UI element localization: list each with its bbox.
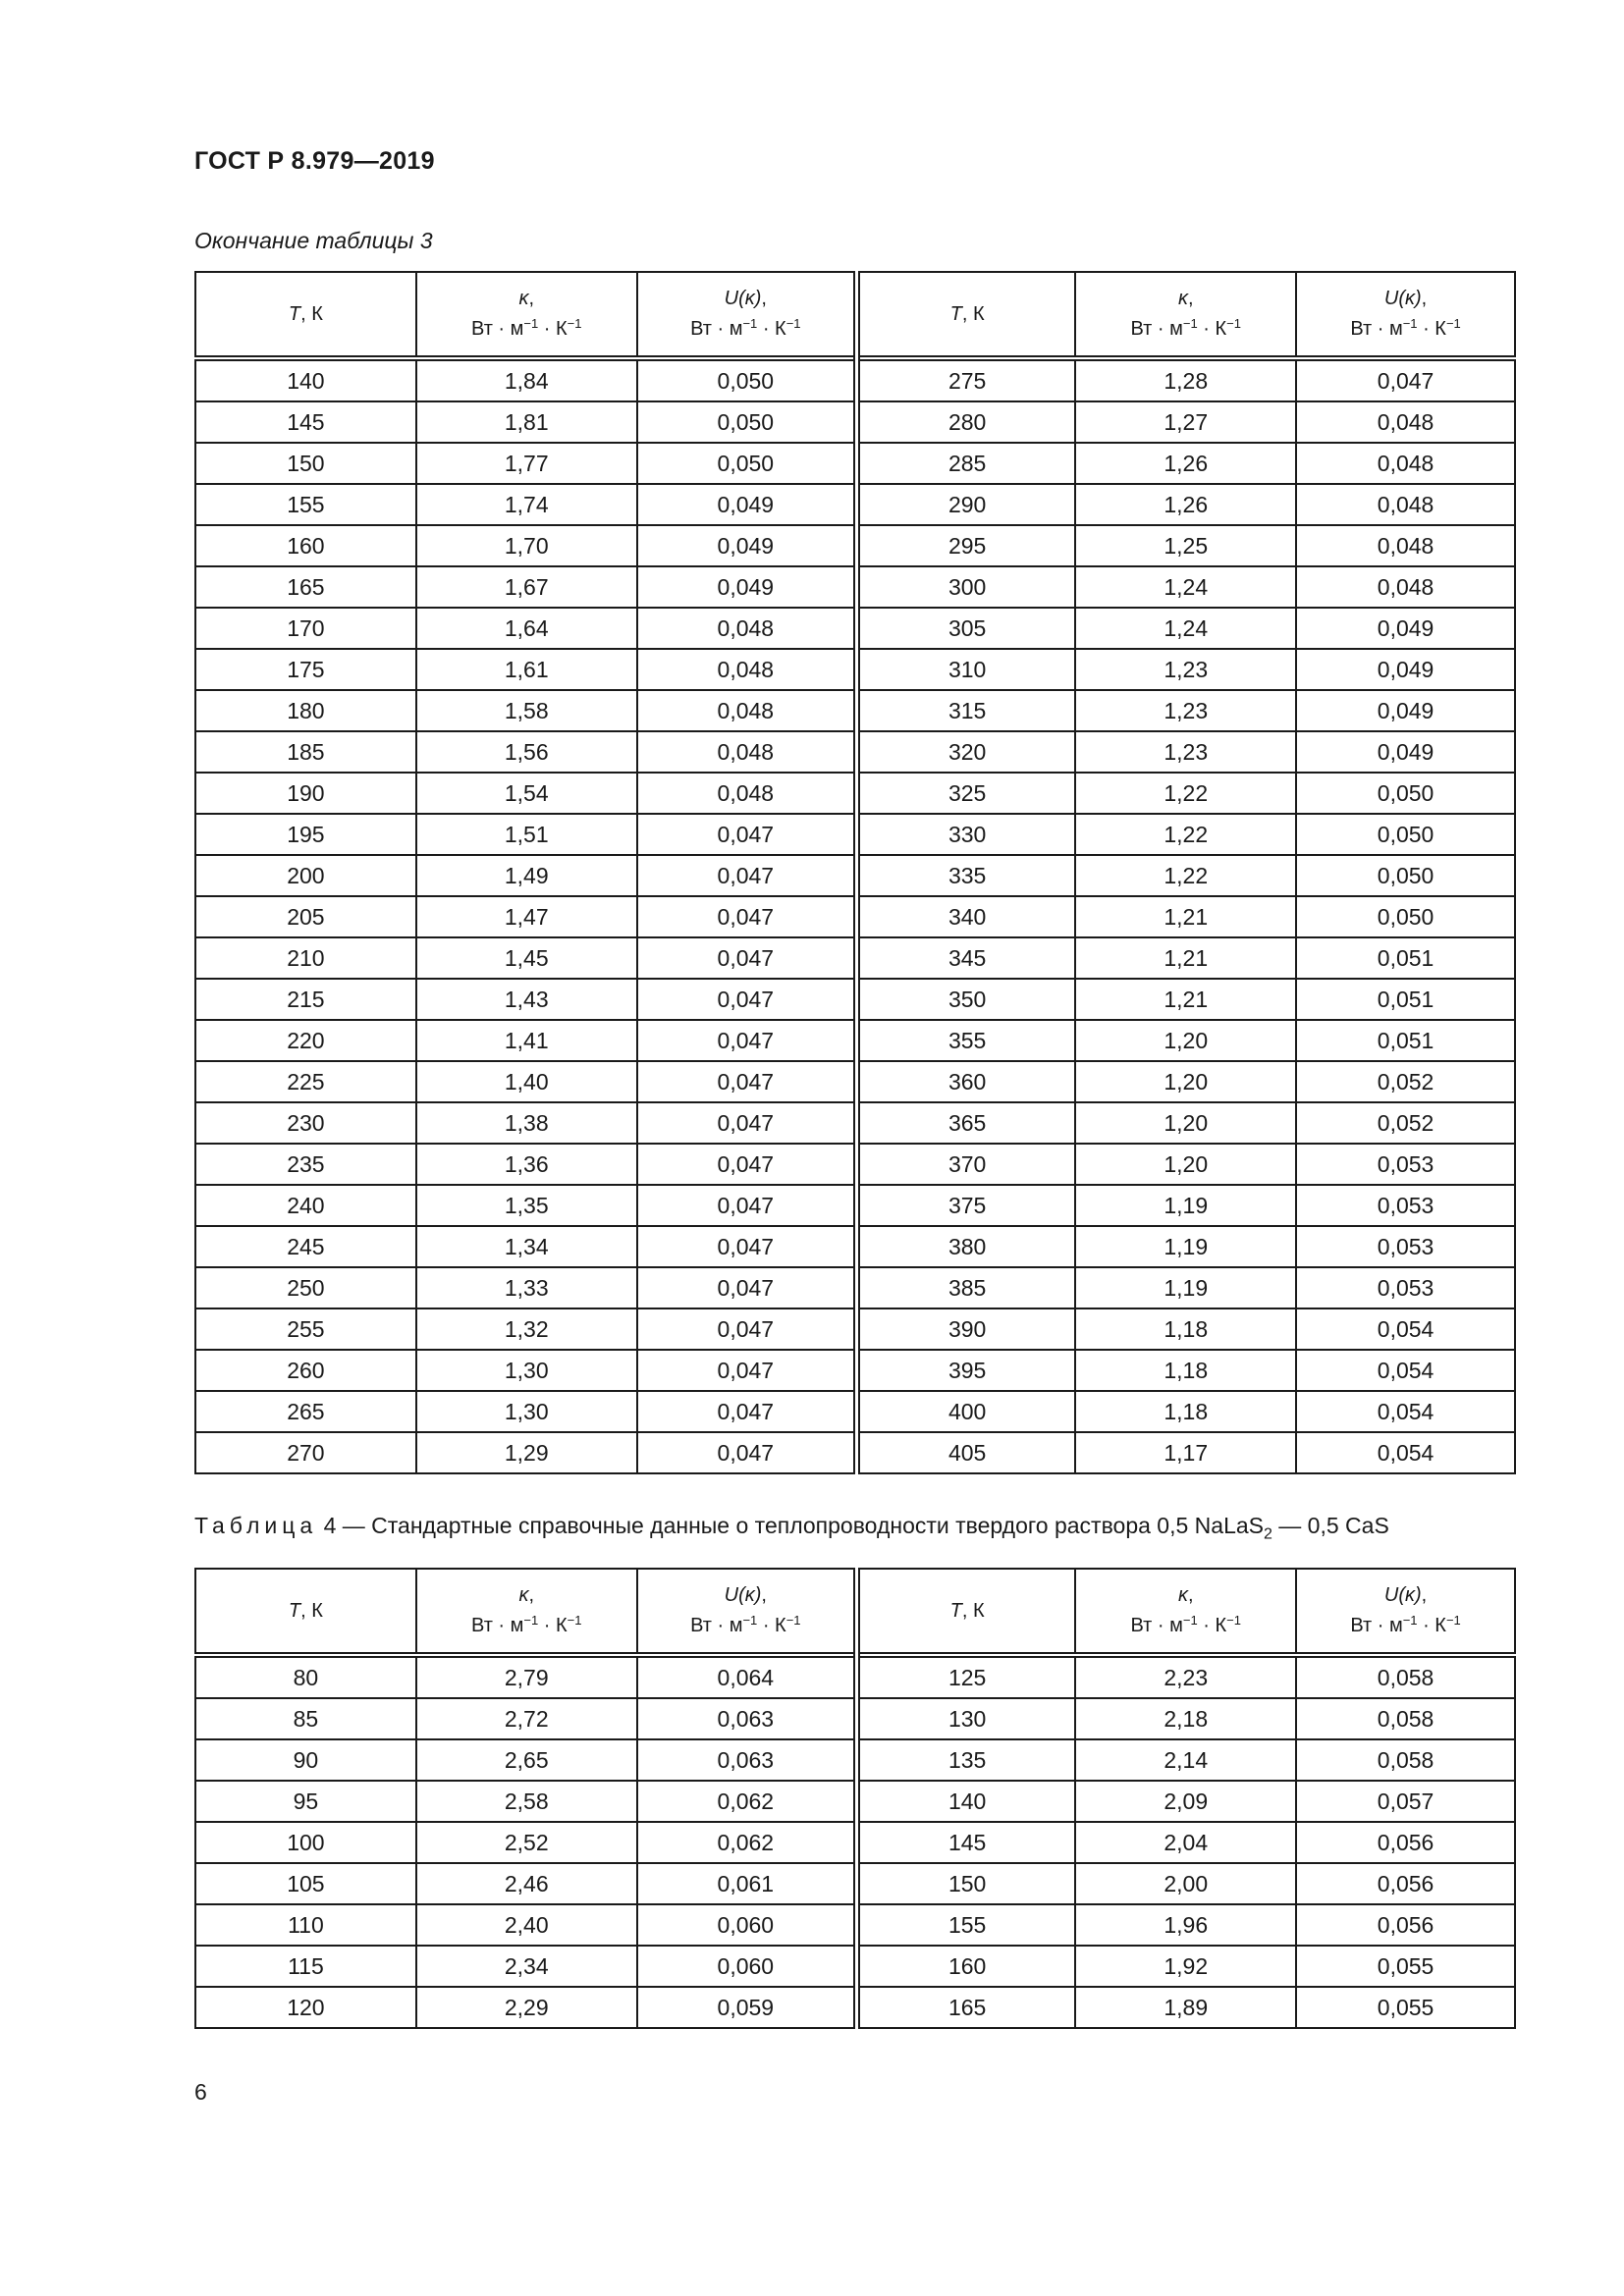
cell-uncertainty-2: 0,053	[1296, 1226, 1515, 1267]
cell-temperature: 245	[195, 1226, 416, 1267]
cell-temperature-2: 280	[856, 401, 1075, 443]
cell-temperature-2: 150	[856, 1863, 1075, 1904]
col-header-temperature-2: T, К	[856, 1569, 1075, 1655]
cell-kappa: 2,65	[416, 1739, 637, 1781]
cell-uncertainty-2: 0,054	[1296, 1350, 1515, 1391]
cell-temperature: 115	[195, 1946, 416, 1987]
cell-kappa-2: 1,19	[1075, 1185, 1296, 1226]
table-row	[195, 1144, 1515, 1185]
cell-temperature-2: 340	[856, 896, 1075, 937]
cell-uncertainty: 0,050	[637, 443, 857, 484]
table-row	[195, 484, 1515, 525]
table-row	[195, 1308, 1515, 1350]
cell-kappa: 1,41	[416, 1020, 637, 1061]
cell-temperature: 145	[195, 401, 416, 443]
cell-uncertainty: 0,047	[637, 979, 857, 1020]
table-row	[195, 855, 1515, 896]
cell-uncertainty: 0,062	[637, 1822, 857, 1863]
cell-temperature-2: 385	[856, 1267, 1075, 1308]
cell-kappa-2: 1,20	[1075, 1020, 1296, 1061]
cell-uncertainty-2: 0,054	[1296, 1432, 1515, 1473]
cell-temperature-2: 135	[856, 1739, 1075, 1781]
cell-kappa-2: 1,19	[1075, 1267, 1296, 1308]
cell-kappa: 1,81	[416, 401, 637, 443]
cell-uncertainty-2: 0,052	[1296, 1102, 1515, 1144]
cell-temperature: 150	[195, 443, 416, 484]
table4-caption-tail: — 0,5 CaS	[1272, 1513, 1389, 1538]
cell-uncertainty-2: 0,053	[1296, 1267, 1515, 1308]
cell-kappa: 1,77	[416, 443, 637, 484]
cell-kappa: 1,61	[416, 649, 637, 690]
cell-uncertainty: 0,047	[637, 1061, 857, 1102]
cell-uncertainty-2: 0,050	[1296, 773, 1515, 814]
cell-kappa-2: 1,24	[1075, 566, 1296, 608]
col-header-uncertainty-2: U(κ), Вт · $м^{-1} \cdot К^{-1}$	[1296, 272, 1515, 358]
cell-uncertainty: 0,047	[637, 1185, 857, 1226]
table-row	[195, 814, 1515, 855]
cell-kappa-2: 1,19	[1075, 1226, 1296, 1267]
table4-caption-label: Таблица	[194, 1513, 318, 1538]
cell-uncertainty-2: 0,056	[1296, 1863, 1515, 1904]
cell-uncertainty-2: 0,049	[1296, 731, 1515, 773]
cell-temperature: 110	[195, 1904, 416, 1946]
cell-temperature-2: 125	[856, 1655, 1075, 1698]
cell-temperature: 225	[195, 1061, 416, 1102]
cell-uncertainty: 0,047	[637, 1102, 857, 1144]
table-row	[195, 773, 1515, 814]
cell-uncertainty-2: 0,053	[1296, 1185, 1515, 1226]
cell-kappa: 2,46	[416, 1863, 637, 1904]
col-header-temperature-2: T, К	[856, 272, 1075, 358]
table-4-head	[195, 1569, 1515, 1655]
cell-kappa-2: 1,24	[1075, 608, 1296, 649]
cell-kappa-2: 1,92	[1075, 1946, 1296, 1987]
col-header-uncertainty-2: U(κ), Вт · $м^{-1} \cdot К^{-1}$	[1296, 1569, 1515, 1655]
cell-uncertainty-2: 0,058	[1296, 1739, 1515, 1781]
table-row	[195, 649, 1515, 690]
table-row	[195, 1391, 1515, 1432]
cell-temperature-2: 325	[856, 773, 1075, 814]
table-row	[195, 525, 1515, 566]
cell-kappa: 2,34	[416, 1946, 637, 1987]
cell-uncertainty: 0,048	[637, 731, 857, 773]
table3-caption: Окончание таблицы 3	[194, 228, 433, 253]
cell-kappa: 1,36	[416, 1144, 637, 1185]
cell-kappa-2: 2,09	[1075, 1781, 1296, 1822]
cell-temperature: 85	[195, 1698, 416, 1739]
cell-kappa: 1,49	[416, 855, 637, 896]
page-number: 6	[194, 2079, 207, 2105]
cell-temperature-2: 395	[856, 1350, 1075, 1391]
cell-uncertainty-2: 0,048	[1296, 525, 1515, 566]
cell-uncertainty-2: 0,048	[1296, 484, 1515, 525]
cell-kappa-2: 1,22	[1075, 773, 1296, 814]
table-row	[195, 1781, 1515, 1822]
cell-temperature: 260	[195, 1350, 416, 1391]
cell-temperature: 95	[195, 1781, 416, 1822]
cell-kappa-2: 1,23	[1075, 690, 1296, 731]
cell-uncertainty: 0,047	[637, 814, 857, 855]
cell-uncertainty-2: 0,054	[1296, 1308, 1515, 1350]
cell-uncertainty: 0,048	[637, 690, 857, 731]
table-3-continuation	[194, 271, 1516, 1474]
cell-temperature: 235	[195, 1144, 416, 1185]
cell-temperature: 195	[195, 814, 416, 855]
cell-temperature: 200	[195, 855, 416, 896]
cell-uncertainty-2: 0,050	[1296, 896, 1515, 937]
cell-temperature-2: 165	[856, 1987, 1075, 2028]
table-row	[195, 937, 1515, 979]
cell-kappa: 2,29	[416, 1987, 637, 2028]
cell-temperature: 170	[195, 608, 416, 649]
table-row	[195, 608, 1515, 649]
cell-temperature-2: 350	[856, 979, 1075, 1020]
cell-kappa-2: 1,26	[1075, 443, 1296, 484]
cell-kappa-2: 2,18	[1075, 1698, 1296, 1739]
cell-temperature: 90	[195, 1739, 416, 1781]
cell-temperature: 160	[195, 525, 416, 566]
cell-temperature: 185	[195, 731, 416, 773]
cell-kappa-2: 1,20	[1075, 1144, 1296, 1185]
cell-temperature: 270	[195, 1432, 416, 1473]
cell-uncertainty: 0,048	[637, 649, 857, 690]
cell-kappa: 1,51	[416, 814, 637, 855]
cell-kappa: 1,35	[416, 1185, 637, 1226]
cell-temperature-2: 310	[856, 649, 1075, 690]
col-header-kappa-2: κ, Вт · $м^{-1} \cdot К^{-1}$	[1075, 272, 1296, 358]
table-row	[195, 896, 1515, 937]
cell-temperature: 215	[195, 979, 416, 1020]
table-row	[195, 1061, 1515, 1102]
cell-temperature: 165	[195, 566, 416, 608]
cell-kappa: 2,79	[416, 1655, 637, 1698]
col-header-kappa: κ, Вт · $м^{-1} \cdot К^{-1}$	[416, 1569, 637, 1655]
table-header-row	[195, 1569, 1515, 1655]
table-row	[195, 1432, 1515, 1473]
cell-kappa-2: 1,22	[1075, 814, 1296, 855]
document-code: ГОСТ Р 8.979—2019	[194, 147, 435, 175]
table-row	[195, 690, 1515, 731]
cell-uncertainty-2: 0,058	[1296, 1655, 1515, 1698]
col-header-uncertainty: U(κ), Вт · $м^{-1} \cdot К^{-1}$	[637, 272, 857, 358]
cell-uncertainty: 0,060	[637, 1946, 857, 1987]
cell-temperature: 155	[195, 484, 416, 525]
cell-uncertainty-2: 0,047	[1296, 358, 1515, 401]
cell-uncertainty-2: 0,048	[1296, 566, 1515, 608]
cell-kappa-2: 1,21	[1075, 979, 1296, 1020]
cell-temperature-2: 370	[856, 1144, 1075, 1185]
col-header-temperature: T, К	[195, 1569, 416, 1655]
cell-temperature-2: 380	[856, 1226, 1075, 1267]
cell-uncertainty: 0,049	[637, 525, 857, 566]
table4-caption-text: 4 — Стандартные справочные данные о теплопроводности твердого раствора 0,5 NaLaS	[317, 1513, 1264, 1538]
cell-kappa: 1,43	[416, 979, 637, 1020]
cell-kappa-2: 1,20	[1075, 1102, 1296, 1144]
cell-kappa-2: 2,14	[1075, 1739, 1296, 1781]
cell-kappa: 1,30	[416, 1350, 637, 1391]
cell-uncertainty: 0,047	[637, 855, 857, 896]
cell-temperature: 190	[195, 773, 416, 814]
cell-kappa: 1,33	[416, 1267, 637, 1308]
cell-temperature-2: 145	[856, 1822, 1075, 1863]
cell-kappa: 1,64	[416, 608, 637, 649]
cell-kappa-2: 1,96	[1075, 1904, 1296, 1946]
cell-kappa: 1,40	[416, 1061, 637, 1102]
cell-uncertainty-2: 0,049	[1296, 608, 1515, 649]
cell-kappa-2: 1,26	[1075, 484, 1296, 525]
table-row	[195, 1185, 1515, 1226]
cell-kappa-2: 2,00	[1075, 1863, 1296, 1904]
cell-uncertainty: 0,063	[637, 1698, 857, 1739]
cell-kappa-2: 1,23	[1075, 649, 1296, 690]
cell-kappa-2: 1,23	[1075, 731, 1296, 773]
cell-temperature: 220	[195, 1020, 416, 1061]
cell-uncertainty-2: 0,056	[1296, 1904, 1515, 1946]
col-header-kappa-2: κ, Вт · $м^{-1} \cdot К^{-1}$	[1075, 1569, 1296, 1655]
table4-caption	[194, 1513, 1516, 1544]
cell-temperature-2: 365	[856, 1102, 1075, 1144]
cell-uncertainty: 0,049	[637, 566, 857, 608]
cell-kappa: 1,29	[416, 1432, 637, 1473]
cell-kappa-2: 1,18	[1075, 1391, 1296, 1432]
table-row	[195, 1987, 1515, 2028]
cell-uncertainty: 0,047	[637, 896, 857, 937]
cell-uncertainty-2: 0,051	[1296, 937, 1515, 979]
cell-temperature: 120	[195, 1987, 416, 2028]
cell-kappa-2: 1,20	[1075, 1061, 1296, 1102]
cell-temperature: 100	[195, 1822, 416, 1863]
cell-uncertainty-2: 0,055	[1296, 1987, 1515, 2028]
cell-temperature: 230	[195, 1102, 416, 1144]
cell-kappa-2: 1,89	[1075, 1987, 1296, 2028]
cell-uncertainty: 0,047	[637, 1226, 857, 1267]
table-row	[195, 1226, 1515, 1267]
table-row	[195, 1822, 1515, 1863]
cell-kappa: 2,58	[416, 1781, 637, 1822]
cell-uncertainty: 0,047	[637, 1391, 857, 1432]
cell-temperature-2: 285	[856, 443, 1075, 484]
cell-kappa-2: 1,27	[1075, 401, 1296, 443]
cell-temperature-2: 155	[856, 1904, 1075, 1946]
col-header-uncertainty: U(κ), Вт · $м^{-1} \cdot К^{-1}$	[637, 1569, 857, 1655]
cell-kappa: 1,67	[416, 566, 637, 608]
cell-uncertainty-2: 0,051	[1296, 979, 1515, 1020]
table-row	[195, 1698, 1515, 1739]
table-row	[195, 1904, 1515, 1946]
cell-temperature: 205	[195, 896, 416, 937]
cell-uncertainty-2: 0,050	[1296, 855, 1515, 896]
cell-kappa: 1,47	[416, 896, 637, 937]
cell-uncertainty: 0,059	[637, 1987, 857, 2028]
cell-temperature-2: 315	[856, 690, 1075, 731]
table-row	[195, 1863, 1515, 1904]
cell-temperature-2: 400	[856, 1391, 1075, 1432]
cell-uncertainty-2: 0,049	[1296, 649, 1515, 690]
cell-uncertainty-2: 0,049	[1296, 690, 1515, 731]
cell-uncertainty: 0,047	[637, 1267, 857, 1308]
cell-temperature-2: 300	[856, 566, 1075, 608]
cell-uncertainty: 0,060	[637, 1904, 857, 1946]
cell-uncertainty-2: 0,048	[1296, 401, 1515, 443]
col-header-kappa: κ, Вт · $м^{-1} \cdot К^{-1}$	[416, 272, 637, 358]
cell-uncertainty-2: 0,050	[1296, 814, 1515, 855]
cell-uncertainty: 0,062	[637, 1781, 857, 1822]
cell-kappa: 1,45	[416, 937, 637, 979]
col-header-temperature: T, К	[195, 272, 416, 358]
cell-temperature: 255	[195, 1308, 416, 1350]
cell-uncertainty: 0,064	[637, 1655, 857, 1698]
cell-kappa-2: 1,25	[1075, 525, 1296, 566]
cell-temperature: 105	[195, 1863, 416, 1904]
cell-temperature-2: 375	[856, 1185, 1075, 1226]
table-3-body	[195, 358, 1515, 1473]
table-row	[195, 1655, 1515, 1698]
cell-uncertainty-2: 0,056	[1296, 1822, 1515, 1863]
cell-temperature: 240	[195, 1185, 416, 1226]
cell-temperature-2: 390	[856, 1308, 1075, 1350]
cell-temperature-2: 130	[856, 1698, 1075, 1739]
cell-kappa: 2,52	[416, 1822, 637, 1863]
table-4-body	[195, 1655, 1515, 2028]
cell-temperature-2: 295	[856, 525, 1075, 566]
cell-temperature: 250	[195, 1267, 416, 1308]
cell-temperature-2: 320	[856, 731, 1075, 773]
cell-uncertainty: 0,047	[637, 1350, 857, 1391]
cell-uncertainty: 0,047	[637, 1432, 857, 1473]
cell-temperature-2: 355	[856, 1020, 1075, 1061]
cell-temperature-2: 405	[856, 1432, 1075, 1473]
cell-uncertainty-2: 0,052	[1296, 1061, 1515, 1102]
cell-kappa: 1,34	[416, 1226, 637, 1267]
cell-uncertainty-2: 0,054	[1296, 1391, 1515, 1432]
cell-uncertainty: 0,050	[637, 401, 857, 443]
cell-uncertainty: 0,049	[637, 484, 857, 525]
table-header-row	[195, 272, 1515, 358]
table-row	[195, 443, 1515, 484]
cell-kappa-2: 1,22	[1075, 855, 1296, 896]
cell-temperature-2: 345	[856, 937, 1075, 979]
cell-temperature-2: 360	[856, 1061, 1075, 1102]
table-row	[195, 566, 1515, 608]
cell-kappa: 1,54	[416, 773, 637, 814]
cell-temperature-2: 275	[856, 358, 1075, 401]
cell-temperature-2: 140	[856, 1781, 1075, 1822]
table4-caption-subscript: 2	[1264, 1525, 1272, 1543]
cell-kappa: 2,72	[416, 1698, 637, 1739]
cell-uncertainty-2: 0,055	[1296, 1946, 1515, 1987]
cell-temperature: 140	[195, 358, 416, 401]
table-row	[195, 1739, 1515, 1781]
cell-temperature-2: 305	[856, 608, 1075, 649]
cell-kappa-2: 1,28	[1075, 358, 1296, 401]
cell-uncertainty: 0,047	[637, 1020, 857, 1061]
table-row	[195, 1020, 1515, 1061]
table-row	[195, 731, 1515, 773]
cell-kappa-2: 2,23	[1075, 1655, 1296, 1698]
cell-temperature-2: 290	[856, 484, 1075, 525]
cell-uncertainty: 0,050	[637, 358, 857, 401]
cell-uncertainty-2: 0,053	[1296, 1144, 1515, 1185]
table-row	[195, 1946, 1515, 1987]
cell-uncertainty: 0,048	[637, 608, 857, 649]
cell-kappa: 1,70	[416, 525, 637, 566]
cell-temperature: 175	[195, 649, 416, 690]
cell-temperature: 180	[195, 690, 416, 731]
cell-uncertainty: 0,063	[637, 1739, 857, 1781]
table-4	[194, 1568, 1516, 2029]
cell-kappa: 1,30	[416, 1391, 637, 1432]
table-row	[195, 1350, 1515, 1391]
cell-uncertainty: 0,047	[637, 1144, 857, 1185]
cell-kappa-2: 1,17	[1075, 1432, 1296, 1473]
cell-uncertainty-2: 0,051	[1296, 1020, 1515, 1061]
cell-kappa-2: 1,18	[1075, 1308, 1296, 1350]
cell-uncertainty: 0,061	[637, 1863, 857, 1904]
table-row	[195, 358, 1515, 401]
cell-uncertainty: 0,048	[637, 773, 857, 814]
cell-temperature: 80	[195, 1655, 416, 1698]
table-3-head	[195, 272, 1515, 358]
cell-kappa-2: 1,21	[1075, 937, 1296, 979]
cell-kappa-2: 1,18	[1075, 1350, 1296, 1391]
cell-kappa-2: 2,04	[1075, 1822, 1296, 1863]
cell-uncertainty: 0,047	[637, 937, 857, 979]
cell-uncertainty-2: 0,048	[1296, 443, 1515, 484]
cell-temperature-2: 335	[856, 855, 1075, 896]
cell-temperature: 210	[195, 937, 416, 979]
cell-temperature: 265	[195, 1391, 416, 1432]
cell-kappa: 2,40	[416, 1904, 637, 1946]
table-row	[195, 1267, 1515, 1308]
table-row	[195, 1102, 1515, 1144]
cell-kappa: 1,32	[416, 1308, 637, 1350]
cell-kappa: 1,84	[416, 358, 637, 401]
cell-temperature-2: 330	[856, 814, 1075, 855]
table-row	[195, 979, 1515, 1020]
cell-uncertainty: 0,047	[637, 1308, 857, 1350]
cell-kappa: 1,58	[416, 690, 637, 731]
cell-kappa: 1,74	[416, 484, 637, 525]
cell-uncertainty-2: 0,058	[1296, 1698, 1515, 1739]
table-row	[195, 401, 1515, 443]
cell-uncertainty-2: 0,057	[1296, 1781, 1515, 1822]
cell-temperature-2: 160	[856, 1946, 1075, 1987]
cell-kappa: 1,56	[416, 731, 637, 773]
cell-kappa: 1,38	[416, 1102, 637, 1144]
cell-kappa-2: 1,21	[1075, 896, 1296, 937]
